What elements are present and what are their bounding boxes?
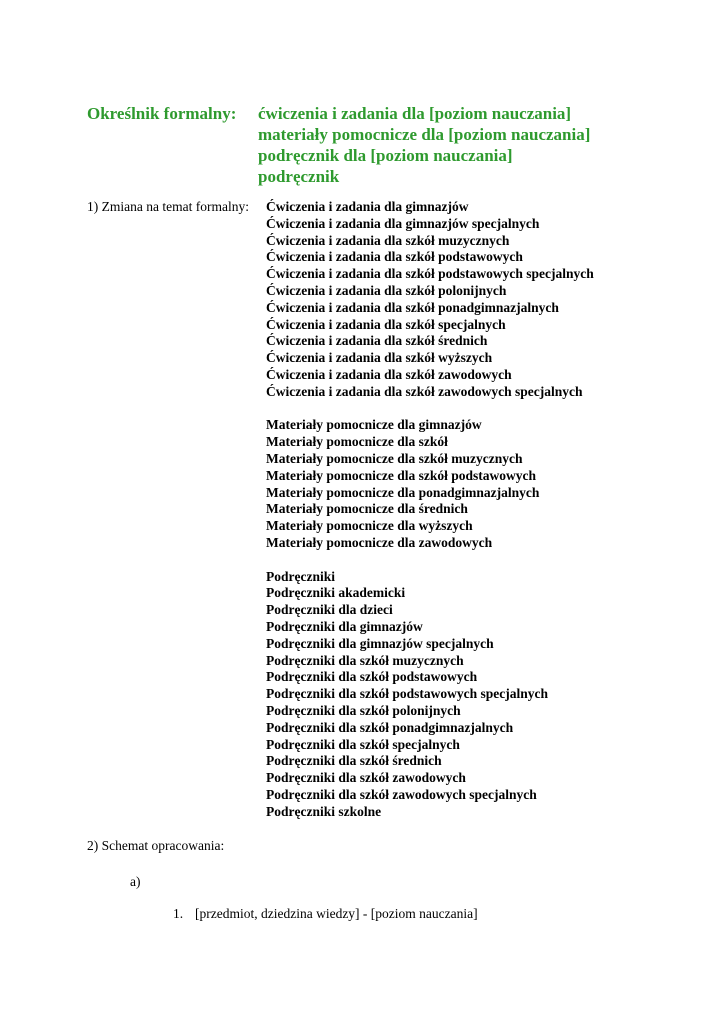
- formal-topic-term: Podręczniki dla gimnazjów specjalnych: [266, 635, 494, 651]
- formal-topic-term: Podręczniki dla szkół zawodowych: [266, 770, 466, 786]
- formal-topic-term: Podręczniki: [266, 568, 335, 584]
- formal-topic-change-label: 1) Zmiana na temat formalny:: [87, 199, 249, 214]
- formal-topic-term: Materiały pomocnicze dla wyższych: [266, 518, 473, 534]
- schema-list-item-text: [przedmiot, dziedzina wiedzy] - [poziom nauczania]: [195, 906, 478, 921]
- formal-topic-term: Ćwiczenia i zadania dla szkół ponadgimnazjalnych: [266, 299, 559, 315]
- formal-topic-term: Podręczniki szkolne: [266, 803, 382, 819]
- formal-topic-term: Ćwiczenia i zadania dla szkół muzycznych: [266, 232, 510, 248]
- formal-topic-term: Ćwiczenia i zadania dla szkół zawodowych specjalnych: [266, 383, 583, 399]
- formal-qualifier-value: podręcznik dla [poziom nauczania]: [258, 146, 513, 165]
- formal-topic-term: Podręczniki dla gimnazjów: [266, 618, 423, 634]
- formal-topic-term: Ćwiczenia i zadania dla gimnazjów: [266, 199, 469, 214]
- schema-heading: 2) Schemat opracowania:: [87, 838, 225, 853]
- formal-topic-term: Materiały pomocnicze dla szkół podstawowych: [266, 467, 536, 483]
- formal-topic-term: Ćwiczenia i zadania dla szkół specjalnych: [266, 316, 506, 332]
- formal-topic-term: Podręczniki dla dzieci: [266, 602, 393, 618]
- schema-list-item-number: 1.: [173, 906, 184, 921]
- formal-topic-term-list: [266, 199, 594, 820]
- formal-qualifier-values: [258, 103, 590, 187]
- formal-topic-term: Podręczniki dla szkół ponadgimnazjalnych: [266, 719, 514, 735]
- formal-qualifier-header: [87, 103, 590, 187]
- formal-topic-term: Podręczniki dla szkół polonijnych: [266, 702, 461, 718]
- formal-topic-term: Podręczniki dla szkół specjalnych: [266, 736, 460, 752]
- formal-qualifier-label: Określnik formalny:: [87, 104, 237, 123]
- formal-topic-term: Materiały pomocnicze dla szkół: [266, 434, 448, 450]
- formal-topic-term: Podręczniki dla szkół zawodowych specjalnych: [266, 786, 537, 802]
- term-group: [266, 417, 594, 551]
- formal-topic-term: Materiały pomocnicze dla szkół muzycznych: [266, 450, 523, 466]
- formal-topic-term: Ćwiczenia i zadania dla szkół podstawowych specjalnych: [266, 266, 594, 282]
- schema-subsection-label: a): [130, 874, 141, 889]
- formal-topic-term: Podręczniki akademicki: [266, 585, 406, 601]
- formal-qualifier-value: ćwiczenia i zadania dla [poziom nauczania]: [258, 104, 572, 123]
- formal-topic-term: Ćwiczenia i zadania dla szkół zawodowych: [266, 366, 512, 382]
- formal-topic-term: Podręczniki dla szkół średnich: [266, 753, 442, 769]
- formal-topic-term: Podręczniki dla szkół muzycznych: [266, 652, 464, 668]
- formal-topic-term: Materiały pomocnicze dla gimnazjów: [266, 417, 482, 433]
- formal-topic-term: Podręczniki dla szkół podstawowych specjalnych: [266, 686, 549, 702]
- term-group: [266, 569, 594, 821]
- formal-topic-term: Materiały pomocnicze dla średnich: [266, 501, 468, 517]
- formal-topic-term: Ćwiczenia i zadania dla szkół podstawowych: [266, 249, 523, 265]
- schema-list-item: [173, 906, 478, 922]
- formal-topic-term: Materiały pomocnicze dla ponadgimnazjalnych: [266, 484, 540, 500]
- formal-topic-term: Ćwiczenia i zadania dla gimnazjów specjalnych: [266, 215, 540, 231]
- term-group: [266, 199, 594, 401]
- formal-topic-term: Ćwiczenia i zadania dla szkół wyższych: [266, 350, 493, 366]
- formal-topic-term: Ćwiczenia i zadania dla szkół polonijnych: [266, 282, 507, 298]
- formal-qualifier-value: podręcznik: [258, 167, 340, 186]
- formal-topic-term: Podręczniki dla szkół podstawowych: [266, 669, 478, 685]
- formal-qualifier-value: materiały pomocnicze dla [poziom nauczania]: [258, 125, 591, 144]
- formal-topic-term: Ćwiczenia i zadania dla szkół średnich: [266, 333, 488, 349]
- formal-topic-term: Materiały pomocnicze dla zawodowych: [266, 534, 493, 550]
